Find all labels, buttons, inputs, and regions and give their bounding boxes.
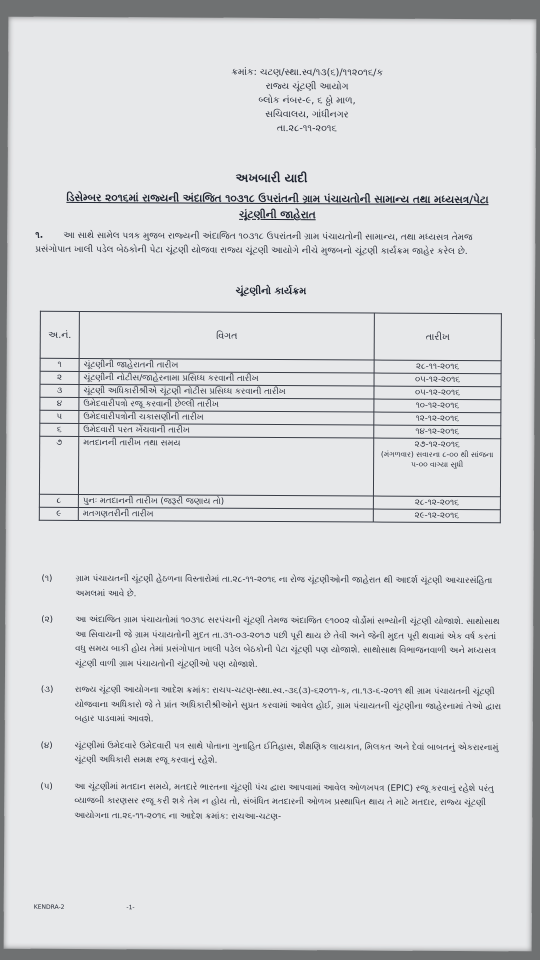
note-number: (૫): [40, 781, 53, 792]
row-detail: ઉમેદવારી પરત ખેંચવાની તારીખ: [79, 423, 374, 438]
table-header-row: [40, 311, 501, 360]
row-date: ૧૪-૧૨-૨૦૧૬: [374, 425, 501, 439]
row-date: ૨૯-૧૨-૨૦૧૬: [373, 509, 500, 523]
row-serial: ૭: [39, 436, 78, 494]
row-serial: ૧: [40, 358, 79, 371]
row-detail: મતગણતરીની તારીખ: [78, 507, 373, 522]
intro-paragraph: [35, 229, 505, 259]
row-date: ૨૮-૧૧-૨૦૧૬: [374, 360, 501, 374]
header-serial: અ.નં.: [40, 311, 79, 358]
reference-number: ક્રમાંક: ચટણ/સ્થા.સ્વ/૧૩(૬)/૧૧૨૦૧૬/ક: [231, 66, 384, 79]
header-date: તારીખ: [374, 313, 501, 361]
row-detail: ચૂંટણીની નોટીસ/જાહેરનામા પ્રસિધ્ધ કરવાની તારીખ: [79, 371, 374, 386]
row-date: ૧૨-૧૨-૨૦૧૬: [374, 412, 501, 426]
row-detail: ઉમેદવારીપત્રો રજૂ કરવાની છેલ્લી તારીખ: [79, 397, 374, 412]
note-text: આ અંદાજિત ગ્રામ પંચાયતોમાં ૧૦૩૧૮ સરપંચની ચૂંટણી તેમજ અંદાજિત ૯૧૦૦૨ વોર્ડોમાં સભ્યોની ચૂંટણી યોજાશે. સાથોસાથ આ સિવાયની જે ગ્રામ પંચાયતોની મુદત તા.૩૧-૦૩-૨૦૧૭ પછી પૂરી થાય છે તેવી અને જેની મુદત પૂરી થવામાં એક વર્ષ કરતાં વધુ સમય બાકી હોય તેમાં પ્રસંગોપાત ખાલી પડેલ બેઠકોની પેટા ચૂંટણી પણ યોજાશે. સાથોસાથ વિભાજનવાળી અને મધ્યસત્ર ચૂંટણી વાળી ગ્રામ પંચાયતોની ચૂંટણીઓ પણ યોજાશે.: [75, 614, 500, 670]
row-serial: ૩: [40, 384, 79, 397]
list-item: [41, 613, 507, 673]
row-serial: ૪: [40, 397, 79, 410]
schedule-table: [39, 311, 502, 523]
document-subject: ડિસેમ્બર ૨૦૧૬માં રાજ્યની અંદાજિત ૧૦૩૧૮ ઉપરાંતની ગ્રામ પંચાયતોની સામાન્ય તથા મધ્યસત્ર/પેટા ચૂંટણીની જાહેરાત: [66, 191, 489, 222]
list-item: [41, 683, 507, 729]
row-serial: ૨: [40, 371, 79, 384]
note-text: ચૂંટણીમાં ઉમેદવારે ઉમેદવારી પત્ર સાથે પોતાના ગુનાહિત ઈતિહાસ, શૈક્ષણિક લાયકાત, મિલકત અને દેવાં બાબતનું એકરારનામું ચૂંટણી અધિકારી સમક્ષ રજૂ કરવાનું રહેશે.: [74, 740, 499, 766]
row-serial: ૮: [39, 494, 78, 507]
list-item: [41, 738, 507, 769]
notes-list: [40, 572, 507, 837]
note-text: ગ્રામ પંચાયતની ચૂંટણી હેઠળના વિસ્તારોમાં તા.૨૮-૧૧-૨૦૧૬ ના રોજ ચૂંટણીઓની જાહેરાત થી આદર્શ ચૂંટણી આચારસંહિતા અમલમાં આવે છે.: [75, 573, 493, 599]
note-text: આ ચૂંટણીમાં મતદાન સમયે, મતદારે ભારતના ચૂંટણી પંચ દ્વારા આપવામાં આવેલ ઓળખપત્ર (EPIC) રજૂ કરવાનું રહેશે પરંતુ વ્યાજબી કારણસર રજૂ કરી શકે તેમ ન હોય તો, સંબંધિત મતદારની ઓળખ પ્રસ્થાપિત થાય તે માટે મતદાર, રાજ્ય ચૂંટણી આયોગના તા.૨૬-૧૧-૨૦૧૬ ના આદેશ ક્રમાંક: રાચઆ-ચટણ-: [74, 781, 494, 822]
intro-number: ૧.: [35, 230, 44, 241]
list-item: [41, 572, 507, 603]
row-detail: પુનઃ મતદાનની તારીખ (જરૂરી જણાય તો): [78, 494, 373, 509]
row-date: ૦૫-૧૨-૨૦૧૬: [374, 386, 501, 400]
footer-code: KENDRA-2: [33, 903, 65, 911]
address-line-2: સચિવાલય, ગાંધીનગર: [265, 108, 349, 121]
table-row: [39, 507, 500, 522]
row-date: ૨૭-૧૨-૨૦૧૬: [414, 439, 460, 450]
row-detail: મતદાનની તારીખ તથા સમય: [78, 436, 373, 496]
document-title: અખબારી યાદી: [235, 170, 308, 186]
note-number: (૪): [40, 740, 53, 751]
header-detail: વિગત: [79, 311, 374, 360]
row-date: ૦૫-૧૨-૨૦૧૬: [374, 373, 501, 387]
intro-text: આ સાથે સામેલ પત્રક મુજબ રાજ્યની અંદાજિત ૧૦૩૧૮ ઉપરાંતની ગ્રામ પંચાયતોની સામાન્ય, તથા મધ્યસત્ર તેમજ પ્રસંગોપાત ખાલી પડેલ બેઠકોની પેટા ચૂંટણી યોજવા રાજ્ય ચૂંટણી આયોગે નીચે મુજબનો ચૂંટણી કાર્યક્રમ જાહેર કરેલ છે.: [35, 230, 473, 258]
row-serial: ૫: [40, 410, 79, 423]
office-name: રાજ્ય ચૂંટણી આયોગ: [265, 80, 349, 93]
row-detail: ચૂંટણીની જાહેરાતની તારીખ: [79, 358, 374, 373]
page-number: -1-: [126, 904, 135, 912]
row-serial: ૯: [39, 507, 78, 520]
schedule-title: ચૂંટણીનો કાર્યક્રમ: [235, 285, 307, 298]
table-row: [39, 436, 500, 496]
row-detail: ચૂંટણી અધિકારીશ્રીએ ચૂંટણી નોટીસ પ્રસિધ્ધ કરવાની તારીખ: [79, 384, 374, 399]
row-date: ૨૮-૧૨-૨૦૧૬: [373, 496, 500, 510]
page-footer: [34, 904, 195, 912]
row-date-cell: [373, 438, 500, 497]
note-number: (૧): [41, 573, 53, 584]
row-detail: ઉમેદવારીપત્રોની ચકાસણીની તારીખ: [79, 410, 374, 425]
note-text: રાજ્ય ચૂંટણી આયોગના આદેશ ક્રમાંક: રાચપ-ચટણ-સ્થા.સ્વ.-૩૬(૩)-૬૨૦૧૧-ક, તા.૧૩-૬-૨૦૧૧ થી ગ્રામ પંચાયતની ચૂંટણી યોજવાના અધિકારો જે તે પ્રાંત અધિકારીશ્રીઓને સુપ્રત કરવામાં આવેલ હોઈ, ગ્રામ પંચાયતની ચૂંટણીના જાહેરનામાં તેઓ દ્વારા બહાર પાડવામાં આવશે.: [74, 684, 502, 725]
note-number: (૨): [41, 614, 54, 625]
polling-time-note: (મંગળવાર) સવારના ૮-૦૦ થી સાંજના ૫-૦૦ વાગ્યા સુધી: [380, 449, 494, 470]
press-release-page: [4, 17, 537, 952]
letterhead: [8, 65, 536, 138]
note-number: (૩): [40, 684, 54, 695]
row-date: ૧૦-૧૨-૨૦૧૬: [374, 399, 501, 413]
row-serial: ૬: [40, 423, 79, 436]
letter-date: તા.૨૮-૧૧-૨૦૧૬: [276, 123, 337, 135]
address-line-1: બ્લોક નંબર-૯, ૬ ઠ્ઠો માળ,: [258, 94, 356, 107]
list-item: [40, 779, 506, 825]
